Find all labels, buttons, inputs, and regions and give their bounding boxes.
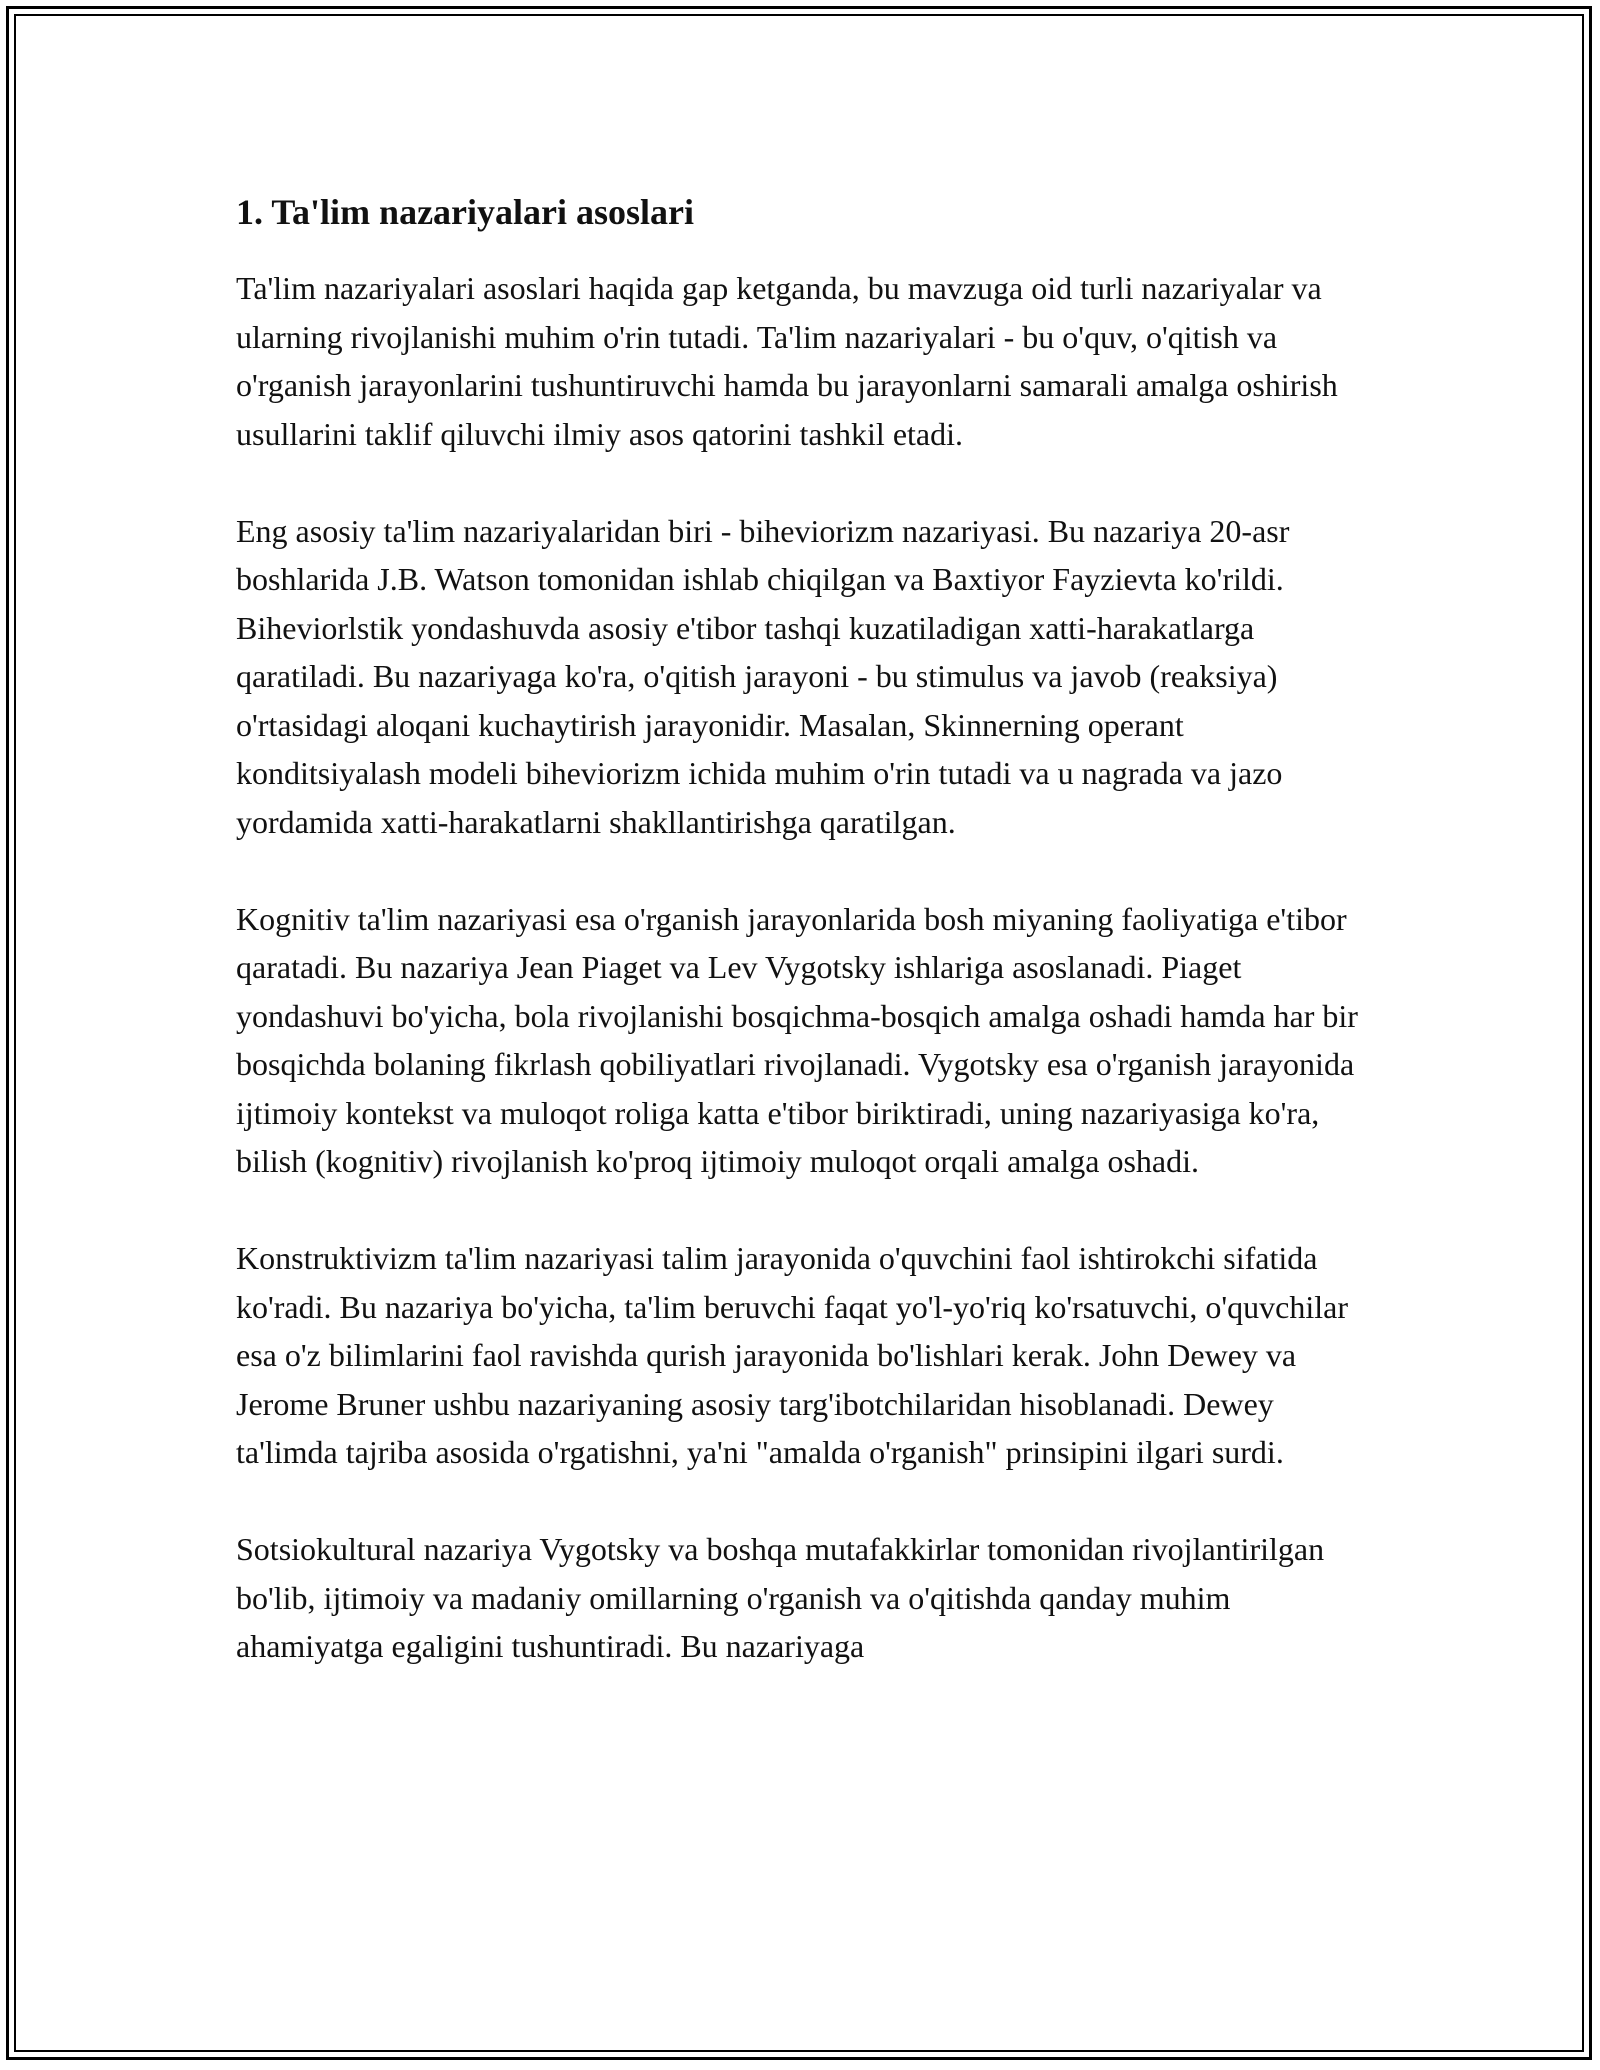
paragraph-behaviorism: Eng asosiy ta'lim nazariyalaridan biri - biheviorizm nazariyasi. Bu nazariya 20-asr boshlarida J.B. Watson tomonidan ishlab chiqilgan va Baxtiyor Fayzievta ko'rildi. Biheviorlstik yondashuvda asosiy e'tibor tashqi kuzatiladigan xatti-harakatlarga qaratiladi. Bu nazariyaga ko'ra, o'qitish jarayoni - bu stimulus va javob (reaksiya) o'rtasidagi aloqani kuchaytirish jarayonidir. Masalan, Skinnerning operant konditsiyalash modeli biheviorizm ichida muhim o'rin tutadi va u nagrada va jazo yordamida xatti-harakatlarni shakllantirishga qaratilgan.	[236, 512, 1290, 840]
paragraph-constructivism: Konstruktivizm ta'lim nazariyasi talim jarayonida o'quvchini faol ishtirokchi sifatida ko'radi. Bu nazariya bo'yicha, ta'lim beruvchi faqat yo'l-yo'riq ko'rsatuvchi, o'quvchilar esa o'z bilimlarini faol ravishda qurish jarayonida bo'lishlari kerak. John Dewey va Jerome Bruner ushbu nazariyaning asosiy targ'ibotchilaridan hisoblanadi. Dewey ta'limda tajriba asosida o'rgatishni, ya'ni "amalda o'rganish" prinsipini ilgari surdi.	[236, 1240, 1349, 1470]
paragraph-intro: Ta'lim nazariyalari asoslari haqida gap ketganda, bu mavzuga oid turli nazariyalar va ularning rivojlanishi muhim o'rin tutadi. Ta'lim nazariyalari - bu o'quv, o'qitish va o'rganish jarayonlarini tushuntiruvchi hamda bu jarayonlarni samarali amalga oshirish usullarini taklif qiluvchi ilmiy asos qatorini tashkil etadi.	[236, 270, 1338, 452]
document-body	[236, 186, 1376, 1719]
paragraph-cognitive: Kognitiv ta'lim nazariyasi esa o'rganish jarayonlarida bosh miyaning faoliyatiga e'tibor qaratadi. Bu nazariya Jean Piaget va Lev Vygotsky ishlariga asoslanadi. Piaget yondashuvi bo'yicha, bola rivojlanishi bosqichma-bosqich amalga oshadi hamda har bir bosqichda bolaning fikrlash qobiliyatlari rivojlanadi. Vygotsky esa o'rganish jarayonida ijtimoiy kontekst va muloqot roliga katta e'tibor biriktiradi, uning nazariyasiga ko'ra, bilish (kognitiv) rivojlanish ko'proq ijtimoiy muloqot orqali amalga oshadi.	[236, 900, 1358, 1179]
section-heading: 1. Ta'lim nazariyalari asoslari	[236, 192, 695, 232]
paragraph-sociocultural: Sotsiokultural nazariya Vygotsky va boshqa mutafakkirlar tomonidan rivojlantirilgan bo'lib, ijtimoiy va madaniy omillarning o'rganish va o'qitishda qanday muhim ahamiyatga egaligini tushuntiradi. Bu nazariyaga	[236, 1531, 1325, 1664]
